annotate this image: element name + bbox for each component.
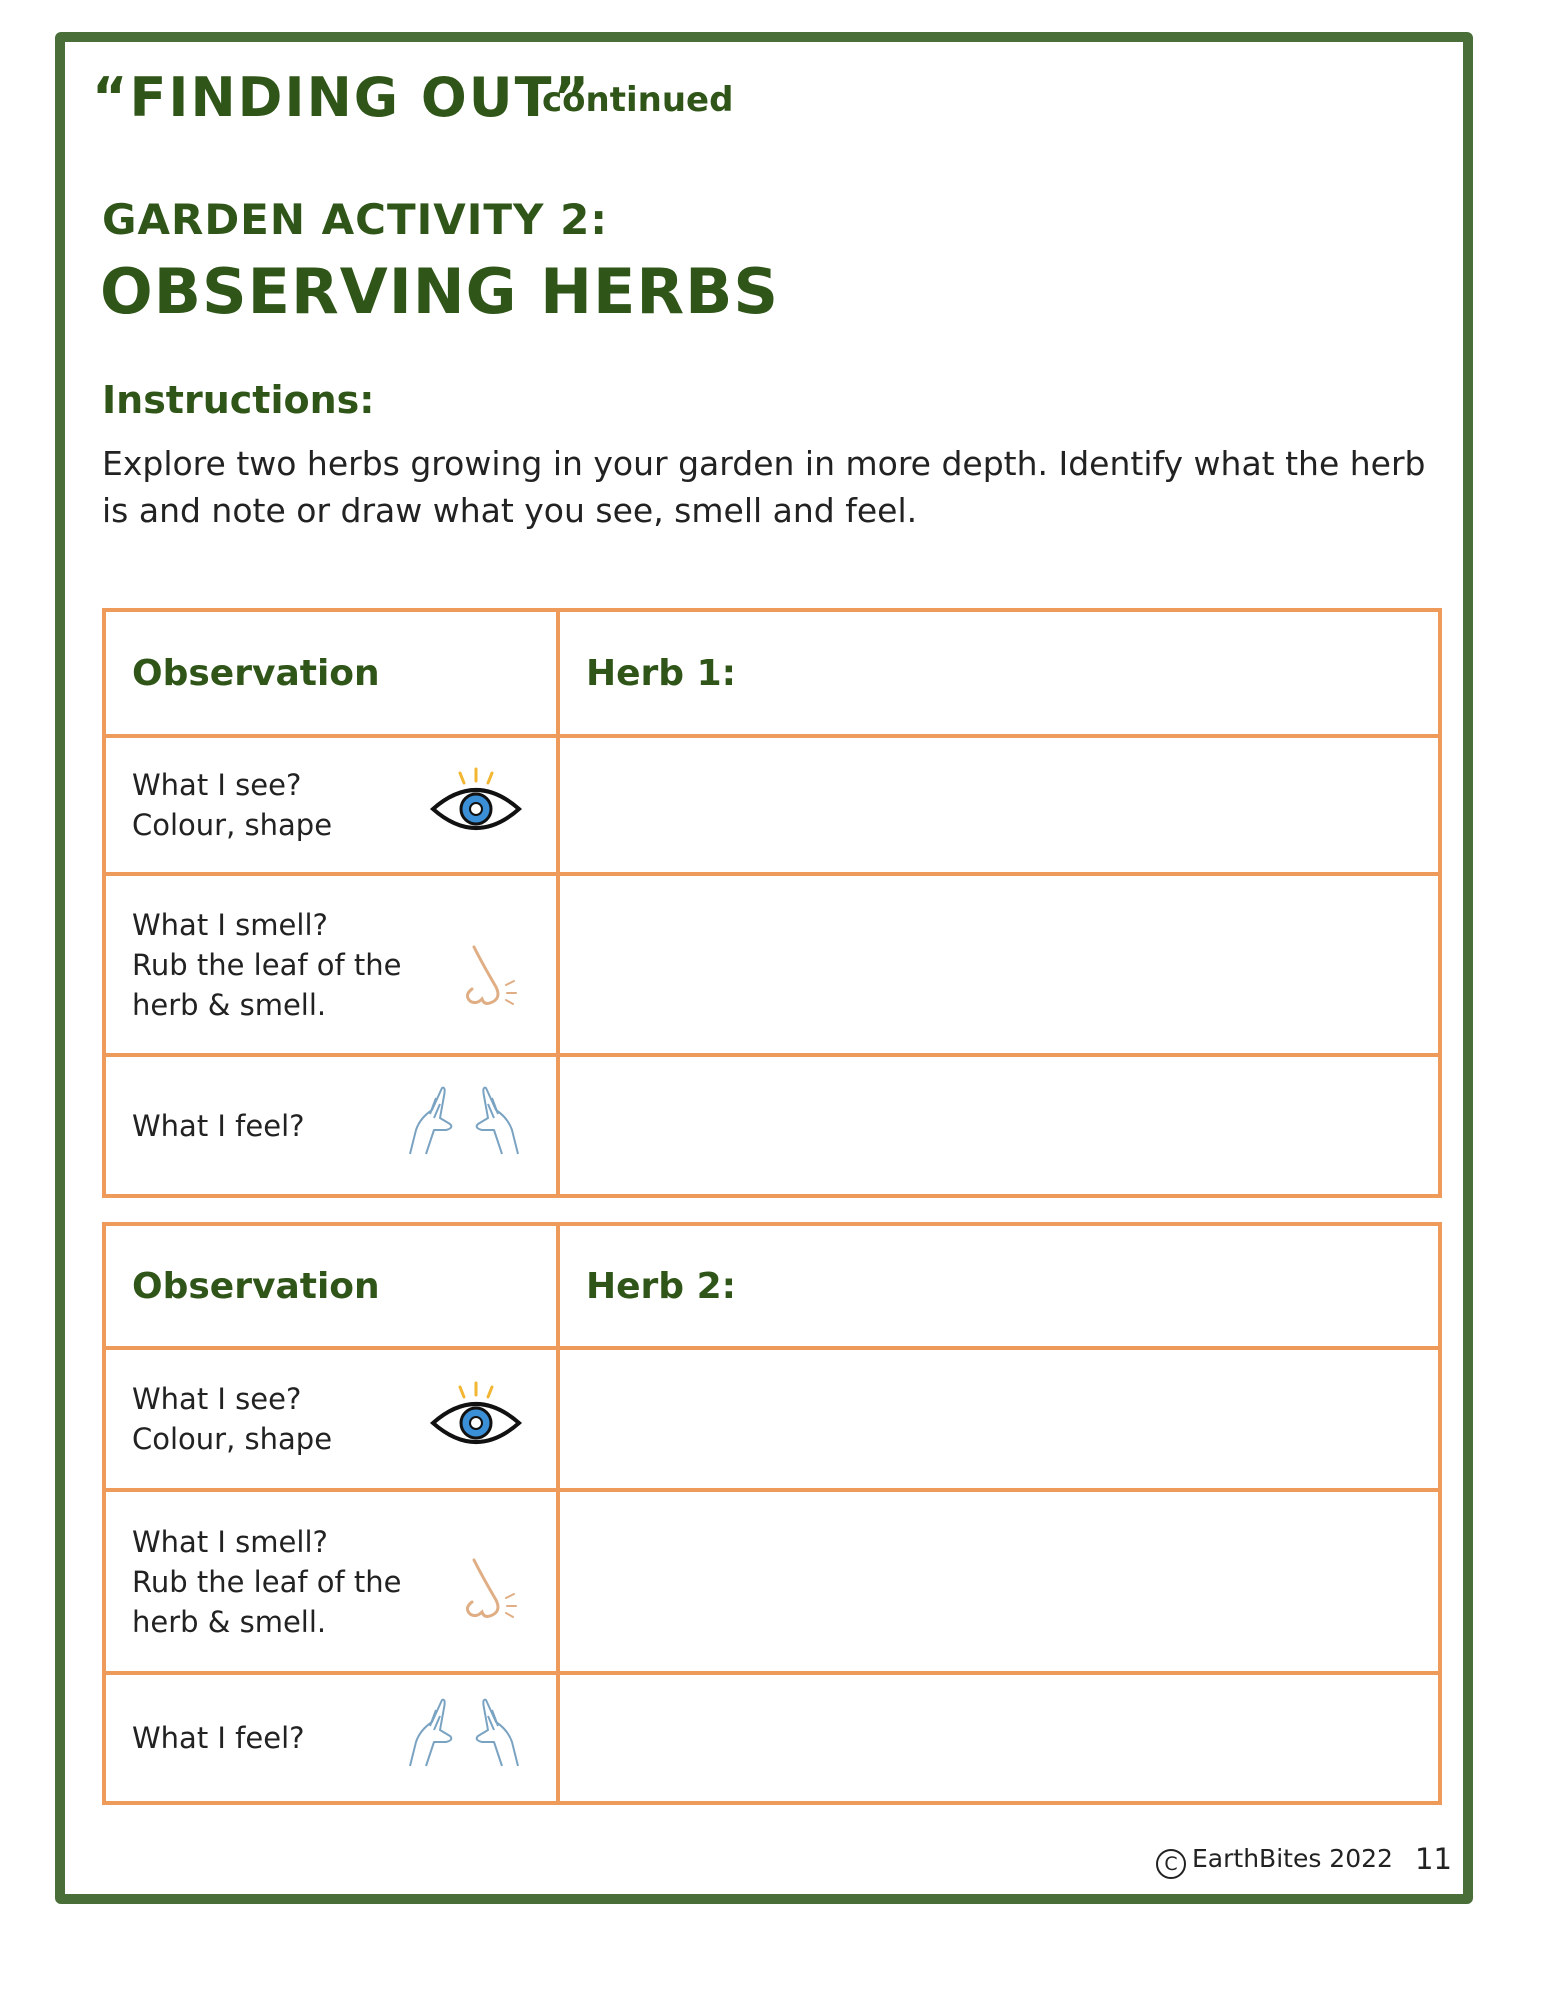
table-header-row [104, 1224, 1440, 1348]
table-row [104, 1490, 1440, 1673]
row-label-line: What I feel? [132, 1108, 305, 1143]
herb-2-header: Herb 2: [558, 1224, 1440, 1348]
herb-1-header: Herb 1: [558, 610, 1440, 736]
hands-icon [406, 1084, 522, 1168]
section-title: “FINDING OUT” [92, 66, 591, 129]
activity-label: GARDEN ACTIVITY 2: [102, 195, 609, 244]
see-label-cell [104, 736, 558, 874]
page-title: OBSERVING HERBS [100, 255, 780, 328]
herb-2-table [102, 1222, 1442, 1805]
row-label-line: Rub the leaf of the [132, 947, 402, 982]
observation-header: Observation [104, 610, 558, 736]
row-label-line: What I smell? [132, 1524, 328, 1559]
row-label-line: What I see? [132, 768, 302, 802]
observation-header: Observation [104, 1224, 558, 1348]
table-row [104, 736, 1440, 874]
row-label-line: What I see? [132, 1382, 302, 1416]
herb-2-smell-answer[interactable] [558, 1490, 1440, 1673]
herb-1-smell-answer[interactable] [558, 874, 1440, 1055]
eye-icon [430, 767, 522, 843]
smell-label-cell [104, 874, 558, 1055]
copyright-text: EarthBites 2022 [1192, 1844, 1393, 1873]
page-number: 11 [1415, 1842, 1452, 1876]
row-label-line: Colour, shape [132, 1422, 333, 1456]
herb-1-see-answer[interactable] [558, 736, 1440, 874]
feel-label-cell [104, 1673, 558, 1803]
nose-icon [462, 943, 522, 1023]
herb-2-feel-answer[interactable] [558, 1673, 1440, 1803]
row-label-line: herb & smell. [132, 987, 327, 1022]
table-row [104, 874, 1440, 1055]
herb-1-feel-answer[interactable] [558, 1055, 1440, 1196]
eye-icon [430, 1381, 522, 1457]
copyright [1156, 1844, 1393, 1879]
nose-icon [462, 1556, 522, 1636]
instructions-text: Explore two herbs growing in your garden in more depth. Identify what the herb is and note or draw what you see, smell and feel. [102, 444, 1426, 530]
smell-label-cell [104, 1490, 558, 1673]
table-header-row [104, 610, 1440, 736]
copyright-icon: C [1156, 1849, 1186, 1879]
row-label-line: Rub the leaf of the [132, 1564, 402, 1599]
instructions-heading: Instructions: [102, 378, 375, 422]
row-label-line: What I feel? [132, 1721, 305, 1755]
row-label-line: herb & smell. [132, 1604, 327, 1639]
row-label-line: What I smell? [132, 907, 328, 942]
table-row [104, 1348, 1440, 1490]
table-row [104, 1055, 1440, 1196]
feel-label-cell [104, 1055, 558, 1196]
row-label-line: Colour, shape [132, 808, 333, 842]
section-subtitle: continued [542, 80, 734, 120]
see-label-cell [104, 1348, 558, 1490]
hands-icon [406, 1696, 522, 1780]
table-row [104, 1673, 1440, 1803]
herb-1-table [102, 608, 1442, 1198]
herb-2-see-answer[interactable] [558, 1348, 1440, 1490]
